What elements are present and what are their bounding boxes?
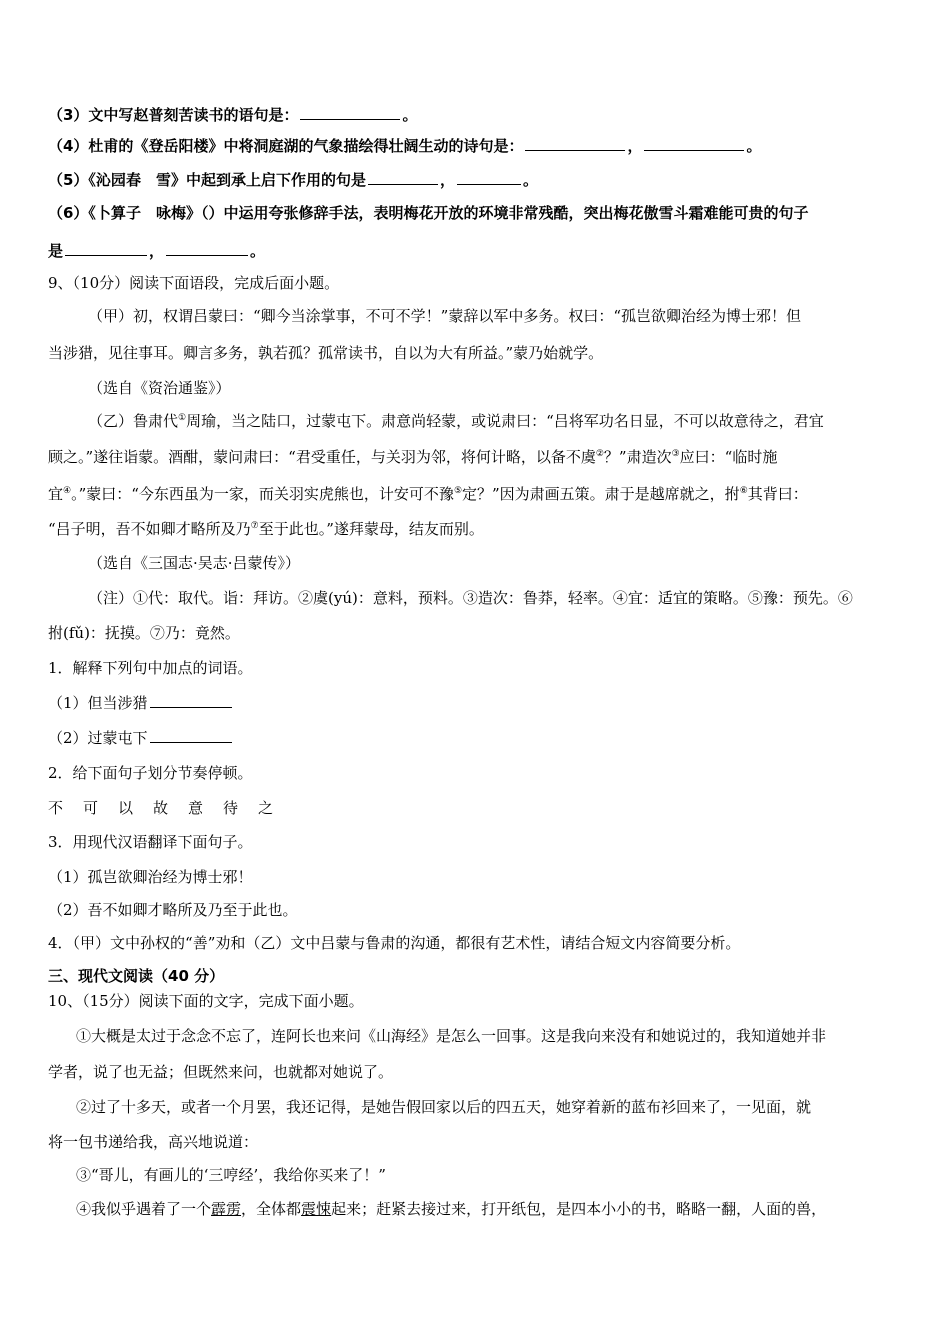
answer-blank[interactable] (150, 727, 232, 743)
answer-blank[interactable] (644, 135, 744, 151)
sub-question-4: 4．（甲）文中孙权的“善”劝和（乙）文中吕蒙与鲁肃的沟通，都很有艺术性，请结合短文内容简要分析。 (48, 934, 741, 952)
passage-yi-line: 宜④。”蒙曰：“今东西虽为一家，而关羽实虎熊也，计安可不豫⑤定？”因为肃画五策。肃于是越席就之，拊⑥其背曰： (48, 485, 808, 503)
answer-blank[interactable] (166, 240, 248, 256)
notes-line: 拊(fǔ)：抚摸。⑦乃：竟然。 (48, 624, 240, 642)
question-10-header: 10、（15分）阅读下面的文字，完成下面小题。 (48, 992, 364, 1010)
passage-yi-source: （选自《三国志·吴志·吕蒙传》） (88, 554, 301, 572)
passage-jia-source: （选自《资治通鉴》） (88, 379, 231, 397)
notes-line: （注）①代：取代。诣：拜访。②虞(yú)：意料，预料。③造次：鲁莽，轻率。④宜：适宜的策略。⑤豫：预先。⑥ (88, 589, 853, 607)
passage-jia-line: 当涉猎，见往事耳。卿言多务，孰若孤？孤常读书，自以为大有所益。”蒙乃始就学。 (48, 344, 604, 362)
sub-question-1-1: （1）但当涉猎 (48, 692, 910, 714)
section-3-title: 三、现代文阅读（40 分） (48, 967, 225, 985)
passage-paragraph-4: ④我似乎遇着了一个霹雳，全体都震悚起来；赶紧去接过来，打开纸包，是四本小小的书，略略一翻，人面的兽， (76, 1200, 827, 1218)
answer-blank[interactable] (368, 169, 438, 185)
sub-question-1-2: （2）过蒙屯下 (48, 727, 910, 749)
sub-question-3-2: （2）吾不如卿才略所及乃至于此也。 (48, 901, 298, 919)
question-9-header: 9、（10分）阅读下面语段，完成后面小题。 (48, 274, 340, 292)
answer-blank[interactable] (525, 135, 625, 151)
answer-blank[interactable] (150, 692, 232, 708)
rhythm-sentence: 不可以故意待之 (48, 799, 294, 817)
question-8-3: （3）文中写赵普刻苦读书的语句是： 。 (48, 106, 418, 124)
sub-question-3-1: （1）孤岂欲卿治经为博士邪！ (48, 868, 253, 886)
answer-blank[interactable] (457, 169, 521, 185)
passage-yi-line: 顾之。”遂往诣蒙。酒酣，蒙问肃曰：“君受重任，与关羽为邻，将何计略，以备不虞②？”肃造次③应曰：“临时施 (48, 448, 778, 466)
sub-question-3: 3．用现代汉语翻译下面句子。 (48, 833, 253, 851)
passage-paragraph-3: ③“哥儿，有画儿的‘三哼经’，我给你买来了！” (76, 1166, 386, 1184)
passage-jia-line: （甲）初，权谓吕蒙曰：“卿今当涂掌事，不可不学！”蒙辞以军中多务。权曰：“孤岂欲卿治经为博士邪！但 (88, 307, 802, 325)
answer-blank[interactable] (300, 104, 400, 120)
answer-blank[interactable] (65, 240, 147, 256)
passage-paragraph-2: ②过了十多天，或者一个月罢，我还记得，是她告假回家以后的四五天，她穿着新的蓝布衫回来了，一见面，就 (76, 1098, 812, 1116)
question-8-6-line1: （6）《卜算子 咏梅》（）中运用夸张修辞手法，表明梅花开放的环境非常残酷，突出梅花傲雪斗霜难能可贵的句子 (48, 204, 809, 222)
passage-paragraph-1: ①大概是太过于念念不忘了，连阿长也来问《山海经》是怎么一回事。这是我向来没有和她说过的，我知道她并非 (76, 1027, 827, 1045)
passage-paragraph-1: 学者，说了也无益；但既然来问，也就都对她说了。 (48, 1063, 394, 1081)
sub-question-1: 1．解释下列句中加点的词语。 (48, 659, 253, 677)
sub-question-2: 2．给下面句子划分节奏停顿。 (48, 764, 253, 782)
question-8-5: （5）《沁园春 雪》中起到承上启下作用的句是 ， 。 (48, 171, 538, 189)
passage-yi-line: “吕子明，吾不如卿才略所及乃⑦至于此也。”遂拜蒙母，结友而别。 (48, 520, 484, 538)
passage-yi-line: （乙）鲁肃代①周瑜，当之陆口，过蒙屯下。肃意尚轻蒙，或说肃曰：“吕将军功名日显，不可以故意待之，君宜 (88, 412, 824, 430)
passage-paragraph-2: 将一包书递给我，高兴地说道： (48, 1133, 259, 1151)
question-8-6-line2: 是 ， 。 (48, 242, 266, 260)
question-8-4: （4）杜甫的《登岳阳楼》中将洞庭湖的气象描绘得壮阔生动的诗句是： ， 。 (48, 137, 762, 155)
